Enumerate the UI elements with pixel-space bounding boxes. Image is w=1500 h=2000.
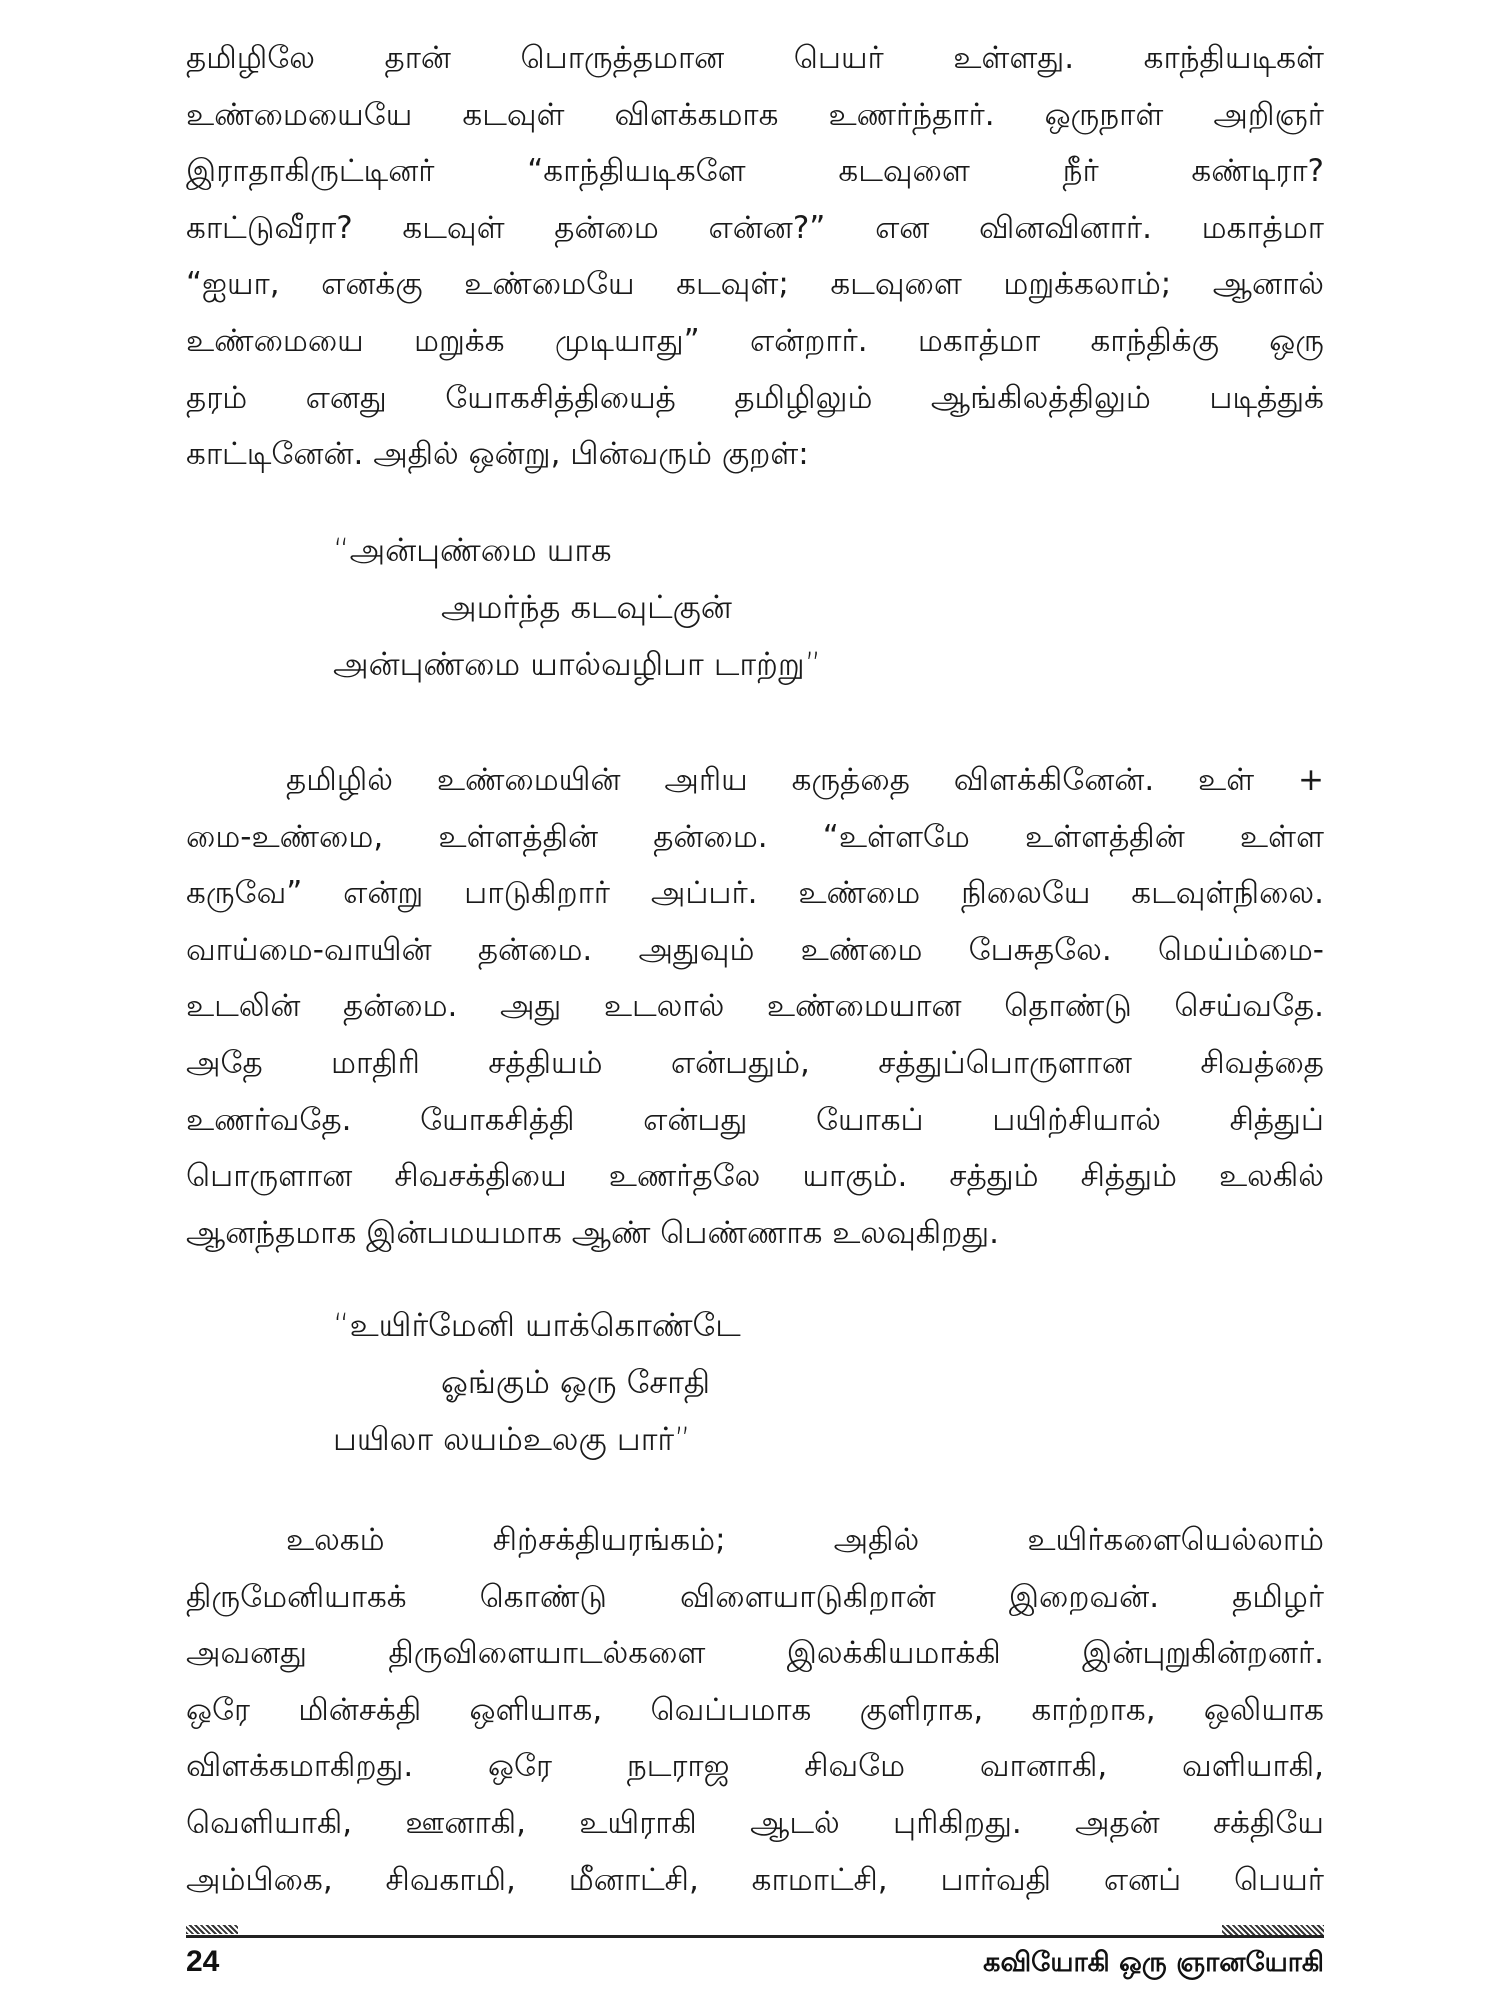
verse-line: “அன்புண்மை யாக [333,531,612,569]
paragraph-line: உணர்வதே. யோகசித்தி என்பது யோகப் பயிற்சியால் சித்துப் [186,1101,1324,1138]
paragraph-line: “ஐயா, எனக்கு உண்மையே கடவுள்; கடவுளை மறுக்கலாம்; ஆனால் [186,266,1324,303]
paragraph-line: வெளியாகி, ஊனாகி, உயிராகி ஆடல் புரிகிறது. அதன் சக்தியே [186,1804,1324,1841]
paragraph-line: உண்மையை மறுக்க முடியாது” என்றார். மகாத்மா காந்திக்கு ஒரு [186,322,1324,359]
paragraph-3 [186,1512,1324,1908]
verse-line: அமர்ந்த கடவுட்குன் [441,588,732,626]
paragraph-line: காட்டுவீரா? கடவுள் தன்மை என்ன?” என வினவினார். மகாத்மா [186,209,1324,246]
paragraph-line: ஆனந்தமாக இன்பமயமாக ஆண் பெண்ணாக உலவுகிறது. [186,1214,1000,1251]
paragraph-line: திருமேனியாகக் கொண்டு விளையாடுகிறான் இறைவன். தமிழர் [186,1578,1324,1615]
paragraph-line: தரம் எனது யோகசித்தியைத் தமிழிலும் ஆங்கிலத்திலும் படித்துக் [186,379,1324,416]
footer-ornament-left [186,1925,238,1934]
paragraph-line: விளக்கமாகிறது. ஒரே நடராஜ சிவமே வானாகி, வளியாகி, [186,1748,1324,1785]
footer-divider [186,1935,1324,1938]
paragraph-line: அதே மாதிரி சத்தியம் என்பதும், சத்துப்பொருளான சிவத்தை [186,1044,1324,1081]
paragraph-line: உடலின் தன்மை. அது உடலால் உண்மையான தொண்டு செய்வதே. [186,988,1324,1025]
paragraph-line: தமிழிலே தான் பொருத்தமான பெயர் உள்ளது. காந்தியடிகள் [186,40,1324,76]
page-number: 24 [186,1945,220,1978]
paragraph-line: ஒரே மின்சக்தி ஒளியாக, வெப்பமாக குளிராக, காற்றாக, ஒலியாக [186,1691,1324,1728]
verse-line: ஓங்கும் ஒரு சோதி [441,1363,711,1401]
paragraph-1 [186,30,1324,483]
running-footer-title: கவியோகி ஒரு ஞானயோகி [983,1947,1324,1978]
paragraph-line: கருவே” என்று பாடுகிறார் அப்பர். உண்மை நிலையே கடவுள்நிலை. [186,875,1324,912]
paragraph-line: உண்மையையே கடவுள் விளக்கமாக உணர்ந்தார். ஒருநாள் அறிஞர் [186,96,1324,133]
kural-verse-2 [333,1297,741,1468]
paragraph-line: காட்டினேன். அதில் ஒன்று, பின்வரும் குறள்: [186,436,809,473]
paragraph-line: இராதாகிருட்டினர் “காந்தியடிகளே கடவுளை நீர் கண்டிரா? [186,153,1324,190]
paragraph-line: மை-உண்மை, உள்ளத்தின் தன்மை. “உள்ளமே உள்ளத்தின் உள்ள [186,818,1324,855]
kural-verse-1 [333,522,821,693]
paragraph-2 [186,752,1324,1261]
verse-line: பயிலா லயம்உலகு பார்” [333,1420,691,1458]
verse-line: அன்புண்மை யால்வழிபா டாற்று” [333,645,822,683]
paragraph-line: பொருளான சிவசக்தியை உணர்தலே யாகும். சத்தும் சித்தும் உலகில் [186,1158,1324,1195]
paragraph-line: அவனது திருவிளையாடல்களை இலக்கியமாக்கி இன்புறுகின்றனர். [186,1635,1324,1672]
paragraph-line: அம்பிகை, சிவகாமி, மீனாட்சி, காமாட்சி, பார்வதி எனப் பெயர் [186,1861,1324,1898]
paragraph-line: உலகம் சிற்சக்தியரங்கம்; அதில் உயிர்களையெல்லாம் [286,1522,1324,1558]
verse-line: “உயிர்மேனி யாக்கொண்டே [333,1306,741,1344]
paragraph-line: வாய்மை-வாயின் தன்மை. அதுவும் உண்மை பேசுதலே. மெய்ம்மை- [186,931,1324,968]
paragraph-line: தமிழில் உண்மையின் அரிய கருத்தை விளக்கினேன். உள் + [286,762,1324,798]
